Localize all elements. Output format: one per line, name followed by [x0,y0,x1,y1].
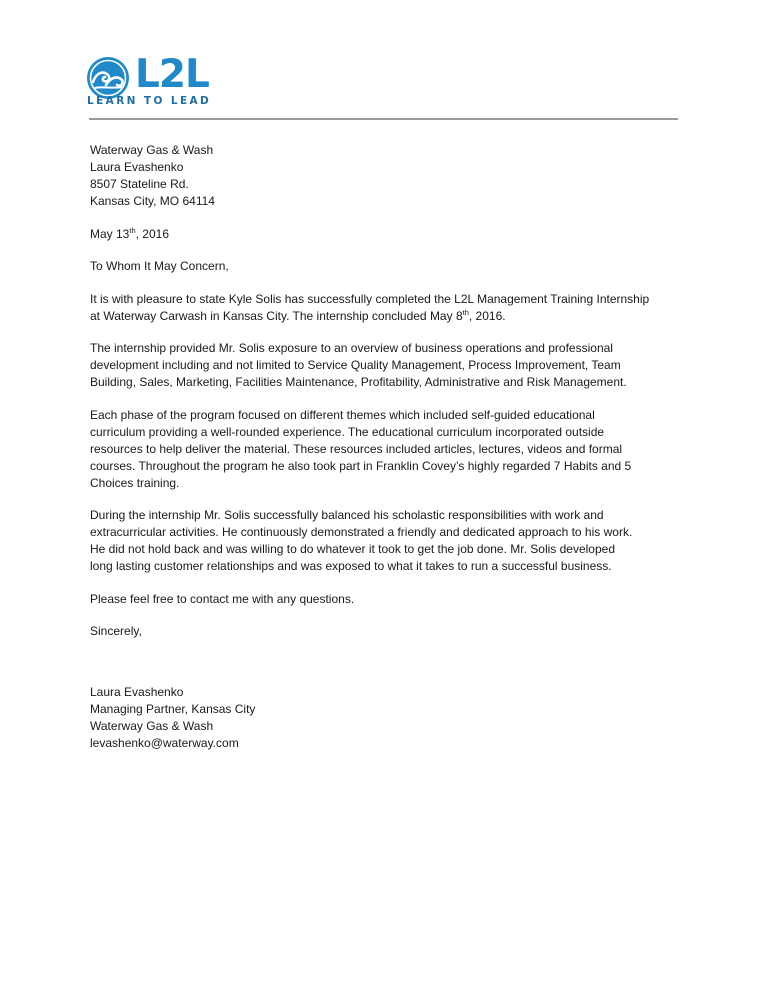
date-suffix: th [129,225,136,235]
paragraph-text: , 2016. [468,308,506,323]
paragraph-line: Each phase of the program focused on different themes which included self-guided educational [90,407,595,422]
paragraph-line: Choices training. [90,475,180,490]
logo-wordmark: L2L [135,52,209,97]
paragraph-3 [90,407,690,492]
l2l-logo [86,54,226,110]
letterhead-divider [89,118,678,120]
paragraph-5: Please feel free to contact me with any questions. [90,591,355,606]
recipient-street: 8507 Stateline Rd. [90,177,189,191]
paragraph-line: courses. Throughout the program he also took part in Franklin Covey’s highly regarded 7 Habits and 5 [90,458,632,473]
paragraph-line: curriculum providing a well-rounded experience. The educational curriculum incorporated outside [90,424,605,439]
closing: Sincerely, [90,624,142,638]
paragraph-line: extracurricular activities. He continuously demonstrated a friendly and dedicated approach to his work. [90,525,633,539]
paragraph-2 [90,340,690,391]
letter-body [90,142,690,752]
paragraph-line: Building, Sales, Marketing, Facilities Maintenance, Profitability, Administrative and Risk Management. [90,375,627,389]
recipient-city-state-zip: Kansas City, MO 64114 [90,194,215,208]
paragraph-1 [90,291,690,325]
date-month-day: May 13 [90,226,130,241]
signature-email: levashenko@waterway.com [90,736,239,750]
paragraph-line [90,308,690,325]
signature-title: Managing Partner, Kansas City [90,702,256,716]
paragraph-line: It is with pleasure to state Kyle Solis has successfully completed the L2L Management Training Internship [90,291,650,306]
paragraph-line: During the internship Mr. Solis successfully balanced his scholastic responsibilities with work and [90,508,604,522]
ordinal-suffix: th [462,307,469,317]
recipient-company: Waterway Gas & Wash [90,143,214,157]
logo-tagline: LEARN TO LEAD [87,95,212,107]
recipient-address [90,142,690,210]
paragraph-line: development including and not limited to Service Quality Management, Process Improvement, Team [90,358,621,372]
paragraph-4 [90,507,690,575]
paragraph-text: at Waterway Carwash in Kansas City. The internship concluded May 8 [90,308,463,323]
date-year: , 2016 [135,226,169,241]
signature-block [90,684,690,752]
signature-company: Waterway Gas & Wash [90,719,214,733]
signature-space [90,640,690,684]
letter-date [90,226,690,243]
recipient-name: Laura Evashenko [90,160,184,174]
salutation: To Whom It May Concern, [90,259,229,273]
paragraph-line: resources to help deliver the material. These resources included articles, lectures, videos and formal [90,441,623,456]
paragraph-line: The internship provided Mr. Solis exposure to an overview of business operations and professional [90,341,613,355]
paragraph-line: long lasting customer relationships and was exposed to what it takes to run a successful business. [90,559,612,573]
paragraph-line: He did not hold back and was willing to do whatever it took to get the job done. Mr. Solis developed [90,542,615,556]
signature-name: Laura Evashenko [90,685,184,699]
